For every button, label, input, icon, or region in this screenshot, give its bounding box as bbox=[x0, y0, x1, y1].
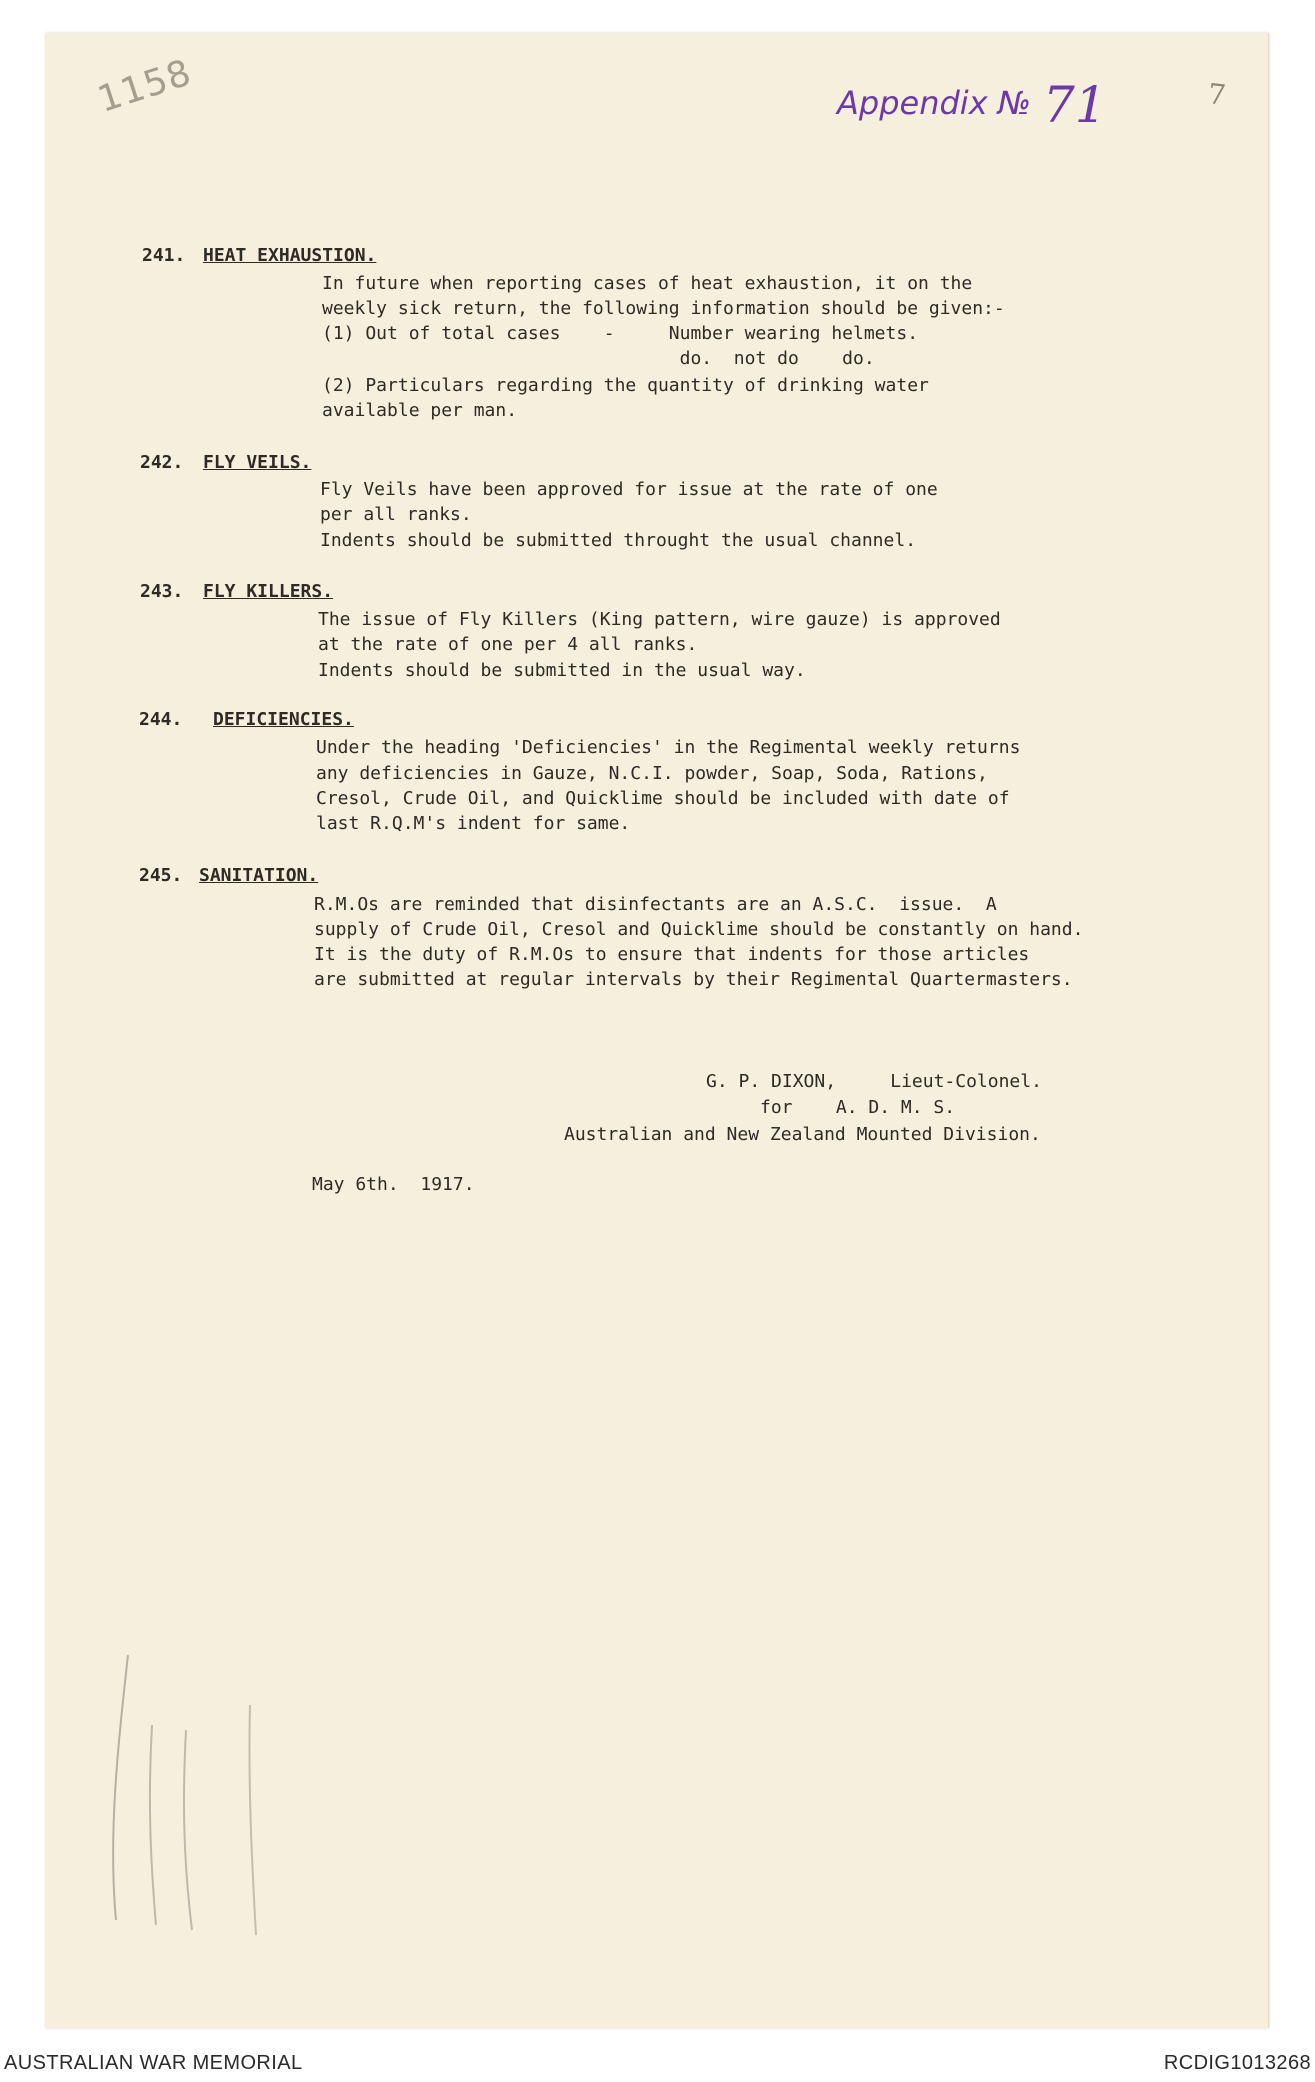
item-number: 244. bbox=[139, 709, 183, 730]
item-heading: SANITATION. bbox=[199, 865, 319, 886]
item-line: (2) Particulars regarding the quantity of drinking water bbox=[322, 375, 929, 396]
item-heading: DEFICIENCIES. bbox=[213, 709, 354, 730]
item-line: R.M.Os are reminded that disinfectants are an A.S.C. issue. A bbox=[314, 894, 997, 915]
item-line: Cresol, Crude Oil, and Quicklime should be included with date of bbox=[316, 788, 1010, 809]
pencil-mark-icon bbox=[100, 1635, 270, 1935]
item-line: per all ranks. bbox=[320, 504, 472, 525]
item-number: 243. bbox=[140, 581, 184, 602]
item-line: It is the duty of R.M.Os to ensure that indents for those articles bbox=[314, 944, 1030, 965]
item-line: Fly Veils have been approved for issue at the rate of one bbox=[320, 479, 938, 500]
item-heading: HEAT EXHAUSTION. bbox=[203, 245, 377, 266]
item-line: last R.Q.M's indent for same. bbox=[316, 813, 631, 834]
item-number: 242. bbox=[140, 452, 184, 473]
appendix-number: 71 bbox=[1043, 76, 1107, 134]
appendix-stamp: Appendix № bbox=[837, 84, 1032, 122]
item-line: (1) Out of total cases - Number wearing helmets. bbox=[322, 323, 919, 344]
item-line: available per man. bbox=[322, 400, 518, 421]
item-line: weekly sick return, the following information should be given:- bbox=[322, 298, 1005, 319]
item-line: Under the heading 'Deficiencies' in the Regimental weekly returns bbox=[316, 737, 1021, 758]
item-line: In future when reporting cases of heat exhaustion, it on the bbox=[322, 273, 973, 294]
item-line: do. not do do. bbox=[322, 348, 875, 369]
signature-name: G. P. DIXON, Lieut-Colonel. bbox=[706, 1071, 1042, 1092]
item-heading: FLY KILLERS. bbox=[203, 581, 334, 602]
corner-mark: 7 bbox=[1206, 77, 1228, 112]
item-line: are submitted at regular intervals by their Regimental Quartermasters. bbox=[314, 969, 1073, 990]
signature-for: for A. D. M. S. bbox=[760, 1097, 956, 1118]
item-line: Indents should be submitted in the usual way. bbox=[318, 660, 806, 681]
item-number: 241. bbox=[142, 245, 186, 266]
item-line: at the rate of one per 4 all ranks. bbox=[318, 634, 698, 655]
item-heading: FLY VEILS. bbox=[203, 452, 312, 473]
item-line: any deficiencies in Gauze, N.C.I. powder, Soap, Soda, Rations, bbox=[316, 763, 988, 784]
item-line: Indents should be submitted throught the usual channel. bbox=[320, 530, 917, 551]
signature-division: Australian and New Zealand Mounted Division. bbox=[564, 1124, 1041, 1145]
document-date: May 6th. 1917. bbox=[312, 1174, 475, 1195]
archive-number: 1158 bbox=[93, 52, 197, 121]
footer-id: RCDIG1013268 bbox=[1163, 2052, 1311, 2074]
item-number: 245. bbox=[139, 865, 183, 886]
item-line: The issue of Fly Killers (King pattern, wire gauze) is approved bbox=[318, 609, 1001, 630]
item-line: supply of Crude Oil, Cresol and Quicklime should be constantly on hand. bbox=[314, 919, 1084, 940]
footer-source: AUSTRALIAN WAR MEMORIAL bbox=[4, 2052, 303, 2074]
